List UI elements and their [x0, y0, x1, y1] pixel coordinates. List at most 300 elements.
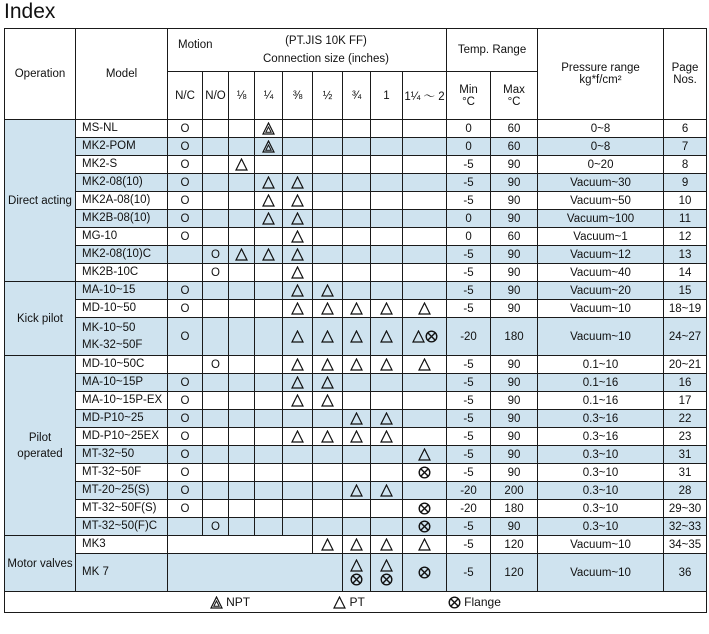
model-cell: [76, 554, 168, 592]
operation-group: Motor valves: [5, 536, 76, 592]
pt-icon: [291, 176, 304, 189]
pressure-range: 0.1~16: [538, 392, 664, 410]
size-cell-s1: [371, 264, 403, 282]
motion-no: O: [203, 264, 229, 282]
size-cell-s38: [283, 428, 313, 446]
temp-max: 90: [491, 264, 538, 282]
model-name: MG-10: [82, 230, 118, 242]
page-number: 9: [664, 174, 707, 192]
motion-nc: [168, 246, 203, 264]
pt-icon: [291, 212, 304, 225]
model-name: MK2-08(10): [82, 176, 143, 188]
pt-icon: [291, 394, 304, 407]
pt-icon: [262, 248, 275, 261]
size-cell-s38: [283, 120, 313, 138]
table-row: [5, 138, 707, 156]
legend-flange: [448, 595, 501, 609]
motion-nc: O: [168, 228, 203, 246]
size-cell-s18: [229, 138, 255, 156]
table-row: [5, 300, 707, 318]
page-title: Index: [4, 0, 56, 23]
size-cell-s38: [283, 246, 313, 264]
size-cell-s114: [403, 174, 447, 192]
size-cell-s14: [255, 120, 283, 138]
page-number: 31: [664, 464, 707, 482]
header-pressure: [538, 29, 664, 120]
flange-icon: [418, 566, 431, 579]
header-max-unit: °C: [507, 95, 521, 108]
header-motion: Motion: [178, 39, 213, 51]
pt-icon: [291, 266, 304, 279]
index-table: [4, 28, 707, 613]
header-size-1-2: ½: [313, 72, 343, 120]
table-row: [5, 536, 707, 554]
size-cell-s114: [403, 264, 447, 282]
motion-nc: [168, 264, 203, 282]
size-cell-s34: [343, 428, 371, 446]
flange-icon: [448, 596, 461, 609]
size-cell-s14: [255, 518, 283, 536]
header-operation: Operation: [5, 29, 76, 120]
size-cell-s14: [255, 210, 283, 228]
size-cell-s38: [283, 374, 313, 392]
motion-nc: O: [168, 120, 203, 138]
size-cell-s114: [403, 410, 447, 428]
temp-min: -20: [447, 482, 491, 500]
size-cell-s12: [313, 264, 343, 282]
size-cell-s1: [371, 174, 403, 192]
temp-min: -5: [447, 374, 491, 392]
size-cell-s34: [343, 392, 371, 410]
size-cell-s38: [283, 318, 313, 356]
size-cell-s114: [403, 374, 447, 392]
page-number: 36: [664, 554, 707, 592]
size-cell-s114: [403, 392, 447, 410]
npt-icon: [262, 122, 275, 135]
size-cell-s18: [229, 464, 255, 482]
table-row: [5, 356, 707, 374]
temp-max: 60: [491, 120, 538, 138]
size-cell-s114: [403, 156, 447, 174]
size-cell-s12: [313, 120, 343, 138]
temp-max: 90: [491, 464, 538, 482]
size-cell-s38: [283, 410, 313, 428]
flange-icon: [418, 466, 431, 479]
size-cell-s12: [313, 356, 343, 374]
table-row: [5, 482, 707, 500]
table-row: [5, 410, 707, 428]
motion-nc: O: [168, 464, 203, 482]
temp-max: 90: [491, 300, 538, 318]
pressure-range: Vacuum~10: [538, 300, 664, 318]
table-row: [5, 500, 707, 518]
size-cell-s1: [371, 282, 403, 300]
motion-nc: O: [168, 446, 203, 464]
pt-icon: [262, 194, 275, 207]
temp-min: -5: [447, 536, 491, 554]
size-cell-s18: [229, 246, 255, 264]
size-cell-s14: [255, 392, 283, 410]
header-max-label: Max: [503, 83, 525, 96]
size-cell-s18: [229, 410, 255, 428]
model-cell: [76, 392, 168, 410]
header-pressure-line1: Pressure range: [561, 62, 640, 74]
size-cell-s114: [403, 210, 447, 228]
model-cell: [76, 192, 168, 210]
pt-icon: [380, 330, 393, 343]
table-row: [5, 156, 707, 174]
pt-icon: [321, 430, 334, 443]
motion-nc: O: [168, 174, 203, 192]
motion-nc: O: [168, 138, 203, 156]
size-cell-s18: [229, 174, 255, 192]
pt-icon: [291, 430, 304, 443]
motion-no: [203, 464, 229, 482]
size-cell-s18: [229, 228, 255, 246]
pt-icon: [291, 194, 304, 207]
model-name: MT-32~50(F)C: [82, 520, 158, 532]
pt-icon: [235, 158, 248, 171]
header-page-line1: Page: [671, 62, 699, 74]
header-motion-connection: [168, 29, 447, 72]
table-row: [5, 554, 707, 592]
motion-no: [203, 482, 229, 500]
operation-group: Kick pilot: [5, 282, 76, 356]
size-cell-s34: [343, 300, 371, 318]
page-number: 18~19: [664, 300, 707, 318]
pt-icon: [418, 302, 431, 315]
pt-icon: [380, 358, 393, 371]
motion-no: O: [203, 356, 229, 374]
size-cell-s12: [313, 192, 343, 210]
pressure-range: Vacuum~10: [538, 554, 664, 592]
size-cell-s12: [313, 446, 343, 464]
pressure-range: Vacuum~30: [538, 174, 664, 192]
pt-icon: [291, 284, 304, 297]
motion-no: [203, 374, 229, 392]
temp-max: 90: [491, 282, 538, 300]
temp-max: 60: [491, 138, 538, 156]
flange-icon: [425, 330, 438, 343]
size-cell-s12: [313, 464, 343, 482]
size-cell-s34: [343, 518, 371, 536]
size-cell-s1: [371, 356, 403, 374]
motion-no: [203, 410, 229, 428]
size-cell-s34: [343, 356, 371, 374]
page-number: 17: [664, 392, 707, 410]
model-cell: [76, 446, 168, 464]
table-row: [5, 428, 707, 446]
temp-max: 90: [491, 174, 538, 192]
pt-icon: [321, 284, 334, 297]
temp-min: -5: [447, 410, 491, 428]
pt-icon: [418, 358, 431, 371]
model-name: MD-P10~25: [82, 412, 144, 424]
pt-icon: [350, 559, 363, 572]
size-cell-s1: [371, 300, 403, 318]
size-cell-s14: [255, 428, 283, 446]
model-cell: [76, 428, 168, 446]
size-cell-s12: [313, 392, 343, 410]
model-cell: [76, 246, 168, 264]
temp-max: 90: [491, 246, 538, 264]
table-row: [5, 318, 707, 356]
page-number: 11: [664, 210, 707, 228]
pressure-range: Vacuum~40: [538, 264, 664, 282]
model-name: MK2-08(10)C: [82, 248, 152, 260]
temp-max: 90: [491, 374, 538, 392]
motion-nc: O: [168, 392, 203, 410]
model-name: MD-10~50: [82, 302, 137, 314]
header-no: N/O: [203, 72, 229, 120]
temp-max: 90: [491, 518, 538, 536]
size-cell-s38: [283, 174, 313, 192]
motion-nc: O: [168, 282, 203, 300]
motion-nc: O: [168, 428, 203, 446]
size-cell-s14: [255, 282, 283, 300]
model-cell: [76, 536, 168, 554]
size-cell-s38: [283, 264, 313, 282]
pt-icon: [262, 212, 275, 225]
temp-max: 60: [491, 228, 538, 246]
size-cell-s114: [403, 536, 447, 554]
legend-flange-label: Flange: [464, 594, 501, 609]
pt-icon: [321, 538, 334, 551]
size-cell-s34: [343, 156, 371, 174]
table-row: [5, 374, 707, 392]
size-cell-s12: [313, 246, 343, 264]
motion-nc: O: [168, 192, 203, 210]
model-cell: [76, 264, 168, 282]
model-cell: [76, 228, 168, 246]
page-number: 22: [664, 410, 707, 428]
temp-min: -5: [447, 282, 491, 300]
table-row: [5, 282, 707, 300]
pt-icon: [350, 484, 363, 497]
temp-max: 120: [491, 536, 538, 554]
size-cell-s12: [313, 282, 343, 300]
pt-icon: [321, 330, 334, 343]
temp-max: 200: [491, 482, 538, 500]
size-cell-s38: [283, 282, 313, 300]
size-cell-s34: [343, 282, 371, 300]
model-name: MK2A-08(10): [82, 194, 151, 206]
size-cell-s14: [255, 356, 283, 374]
pt-icon: [235, 248, 248, 261]
model-cell: [76, 210, 168, 228]
model-name: MK2-S: [82, 158, 118, 170]
pressure-range: Vacuum~1: [538, 228, 664, 246]
size-cell-s12: [313, 300, 343, 318]
pressure-range: 0~8: [538, 120, 664, 138]
size-cell-s114: [403, 300, 447, 318]
size-cell-s1: [371, 554, 403, 592]
motion-no: [203, 428, 229, 446]
size-cell-s34: [343, 192, 371, 210]
legend-npt: [210, 595, 250, 609]
motion-nc: O: [168, 500, 203, 518]
header-temp-max: [491, 72, 538, 120]
motion-nc: O: [168, 410, 203, 428]
legend-pt-label: PT: [349, 594, 365, 609]
motion-no: [203, 156, 229, 174]
pressure-range: 0.3~10: [538, 446, 664, 464]
pt-icon: [350, 302, 363, 315]
pt-icon: [380, 412, 393, 425]
temp-min: -5: [447, 174, 491, 192]
temp-min: -5: [447, 392, 491, 410]
pt-icon: [321, 394, 334, 407]
table-row: [5, 446, 707, 464]
motion-no: [203, 120, 229, 138]
model-name: MT-20~25(S): [82, 484, 150, 496]
size-cell-s18: [229, 446, 255, 464]
model-cell: [76, 282, 168, 300]
size-cell-s114: [403, 428, 447, 446]
page-number: 34~35: [664, 536, 707, 554]
size-cell-s14: [255, 374, 283, 392]
size-cell-s38: [283, 156, 313, 174]
size-cell-s18: [229, 282, 255, 300]
size-cell-s114: [403, 518, 447, 536]
model-name: MT-32~50: [82, 448, 135, 460]
size-cell-s34: [343, 482, 371, 500]
table-row: [5, 210, 707, 228]
temp-min: -5: [447, 518, 491, 536]
size-cell-s114: [403, 246, 447, 264]
motion-no: [203, 282, 229, 300]
size-cell-s38: [283, 138, 313, 156]
temp-max: 90: [491, 210, 538, 228]
header-model: Model: [76, 29, 168, 120]
table-row: [5, 228, 707, 246]
header-size-3-8: ⅜: [283, 72, 313, 120]
header-size-3-4: ¾: [343, 72, 371, 120]
pressure-range: Vacuum~50: [538, 192, 664, 210]
model-name: MD-P10~25EX: [82, 430, 160, 442]
legend: [5, 592, 707, 613]
table-row: [5, 192, 707, 210]
size-cell-s34: [343, 536, 371, 554]
page-number: 29~30: [664, 500, 707, 518]
size-cell-s14: [255, 410, 283, 428]
temp-min: -5: [447, 464, 491, 482]
pt-icon: [380, 302, 393, 315]
table-row: [5, 120, 707, 138]
page-number: 8: [664, 156, 707, 174]
model-name: MK 7: [82, 566, 109, 578]
size-cell-s12: [313, 428, 343, 446]
size-cell-s1: [371, 536, 403, 554]
motion-nc: O: [168, 156, 203, 174]
temp-min: 0: [447, 228, 491, 246]
size-cell-s34: [343, 120, 371, 138]
size-cell-s1: [371, 156, 403, 174]
pt-icon: [262, 176, 275, 189]
size-cell-s34: [343, 210, 371, 228]
temp-max: 180: [491, 500, 538, 518]
motion-no: O: [203, 518, 229, 536]
temp-max: 90: [491, 392, 538, 410]
size-cell-s1: [371, 464, 403, 482]
size-cell-s34: [343, 138, 371, 156]
pressure-range: Vacuum~20: [538, 282, 664, 300]
size-cell-s14: [255, 500, 283, 518]
size-cell-s114: [403, 282, 447, 300]
model-cell: [76, 482, 168, 500]
size-cell-s18: [229, 318, 255, 356]
model-cell: [76, 374, 168, 392]
flange-icon: [350, 573, 363, 586]
motion-no: O: [203, 246, 229, 264]
pressure-range: 0.3~10: [538, 482, 664, 500]
pressure-range: Vacuum~10: [538, 318, 664, 356]
size-cell-s34: [343, 446, 371, 464]
size-cell-s18: [229, 192, 255, 210]
motion-nc: O: [168, 482, 203, 500]
motion-nc: O: [168, 318, 203, 356]
size-cell-s12: [313, 138, 343, 156]
size-cell-s18: [229, 300, 255, 318]
header-size-1-4: ¼: [255, 72, 283, 120]
legend-npt-label: NPT: [226, 594, 251, 609]
temp-min: -5: [447, 446, 491, 464]
pressure-range: Vacuum~100: [538, 210, 664, 228]
table-row: [5, 392, 707, 410]
size-cell-s14: [255, 446, 283, 464]
size-cell-s114: [403, 500, 447, 518]
pt-icon: [380, 559, 393, 572]
size-cell-s38: [283, 464, 313, 482]
size-cell-s12: [313, 228, 343, 246]
temp-min: -5: [447, 246, 491, 264]
pt-icon: [291, 376, 304, 389]
motion-no: [203, 300, 229, 318]
temp-max: 90: [491, 446, 538, 464]
motion-no: [203, 174, 229, 192]
npt-icon: [210, 596, 223, 609]
page-number: 23: [664, 428, 707, 446]
size-cell-s18: [229, 500, 255, 518]
motion-no: [203, 228, 229, 246]
size-cell-s114: [403, 138, 447, 156]
size-cell-s1: [371, 120, 403, 138]
temp-min: -5: [447, 428, 491, 446]
pt-icon: [418, 538, 431, 551]
motion-no: [203, 210, 229, 228]
motion-no: [203, 318, 229, 356]
size-cell-s12: [313, 536, 343, 554]
model-name: MK-32~50F: [82, 338, 143, 351]
size-cell-s1: [371, 482, 403, 500]
size-cell-s18: [229, 120, 255, 138]
temp-max: 180: [491, 318, 538, 356]
size-cell-s114: [403, 464, 447, 482]
model-name: MT-32~50F: [82, 466, 142, 478]
size-cell-s14: [255, 300, 283, 318]
page-number: 12: [664, 228, 707, 246]
size-cell-s38: [283, 482, 313, 500]
size-cell-s38: [283, 228, 313, 246]
motion-nc: O: [168, 210, 203, 228]
operation-group: Direct acting: [5, 120, 76, 282]
pt-icon: [380, 484, 393, 497]
model-cell: [76, 300, 168, 318]
size-cell-s114: [403, 192, 447, 210]
pressure-range: 0.1~10: [538, 356, 664, 374]
temp-max: 120: [491, 554, 538, 592]
model-cell: [76, 174, 168, 192]
